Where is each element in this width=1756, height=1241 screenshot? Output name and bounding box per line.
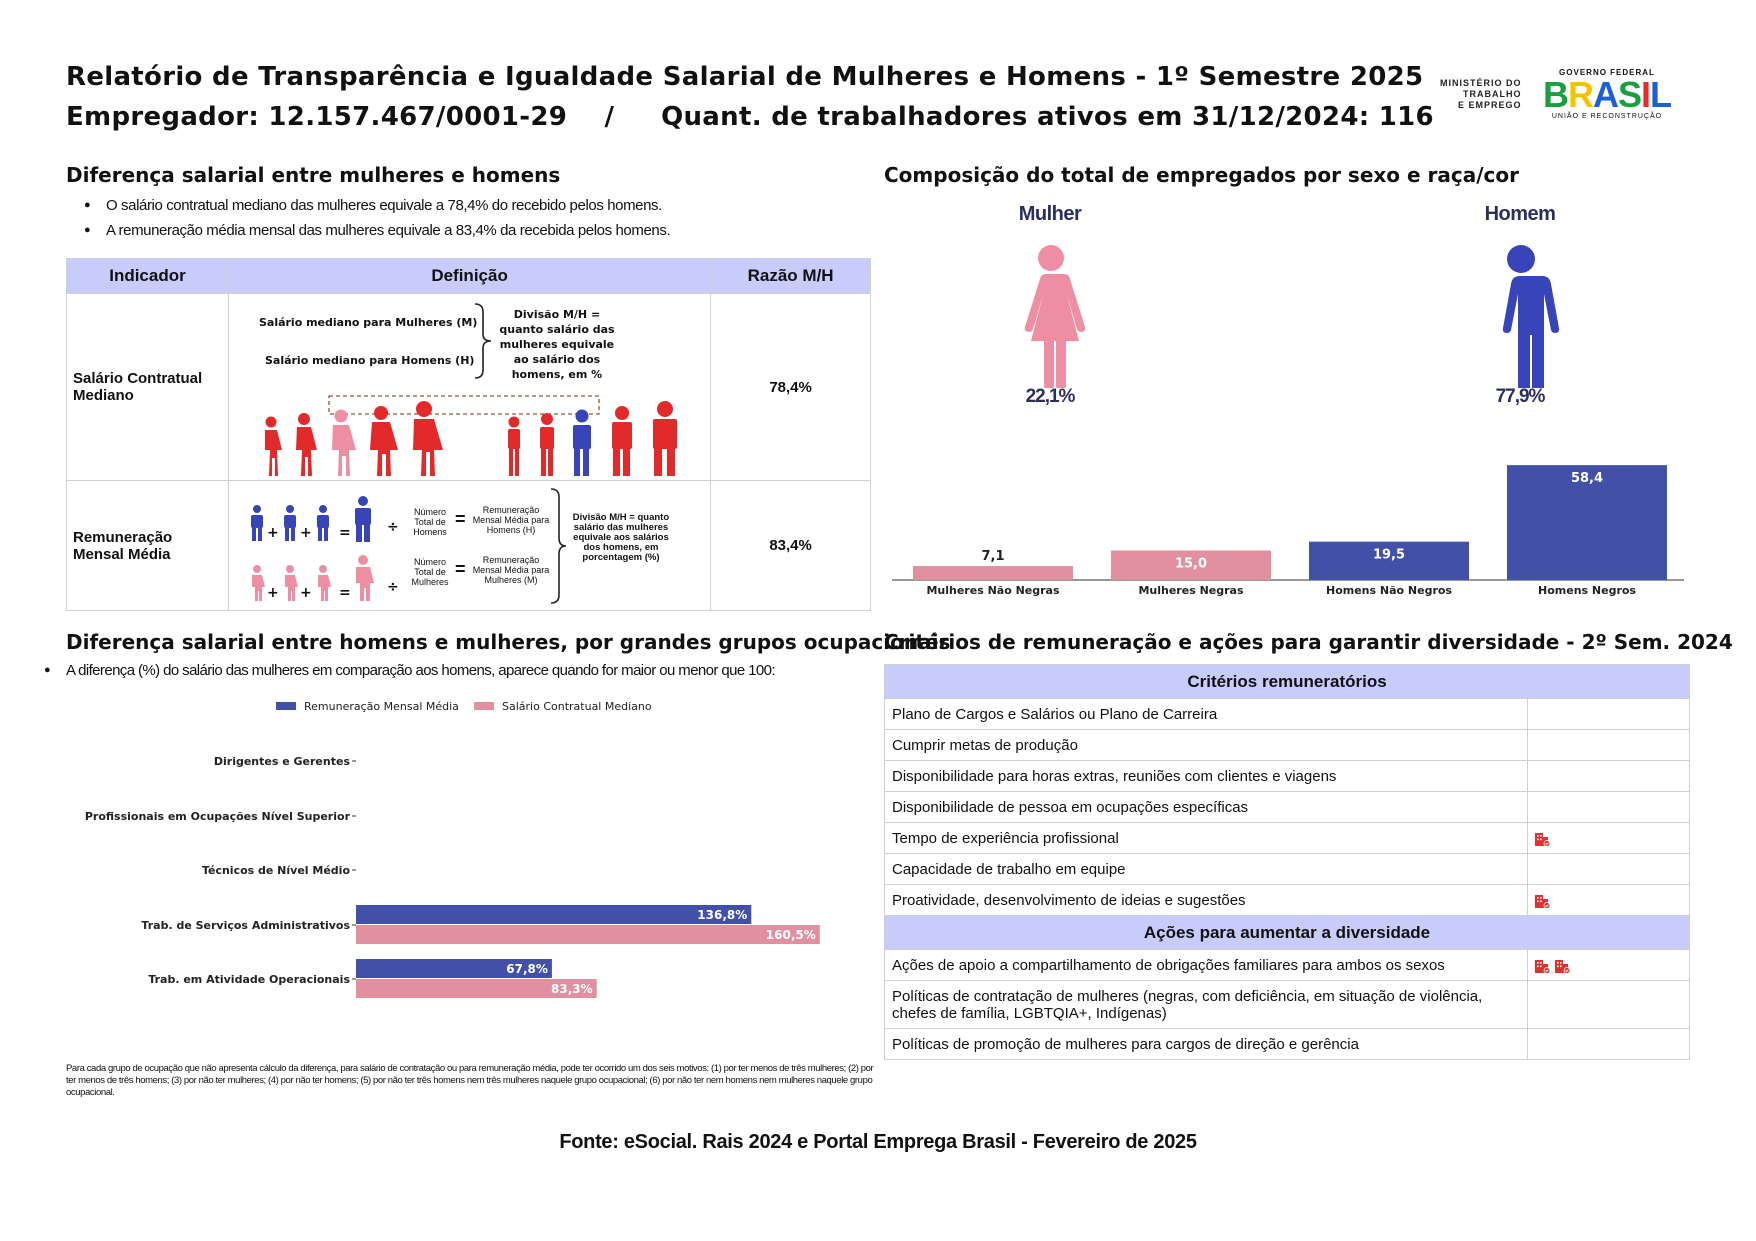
bar-1-3 (356, 925, 820, 944)
woman-figure-icon (1010, 244, 1092, 388)
criteria-label: Disponibilidade para horas extras, reuniões com clientes e viagens (885, 761, 1528, 792)
criteria-table (884, 664, 1690, 1060)
category-label: Trab. de Serviços Administrativos (141, 919, 350, 932)
category-label: Homens Negros (1538, 584, 1636, 597)
criteria-indicator-cell (1528, 885, 1690, 916)
ratio-value: 83,4% (711, 481, 871, 611)
svg-text:÷: ÷ (386, 519, 399, 535)
col-indicador: Indicador (67, 259, 229, 294)
category-label: Técnicos de Nível Médio (201, 864, 350, 877)
brasil-wordmark: BRASIL (1542, 74, 1672, 115)
men-percentage: 77,9% (1495, 386, 1545, 407)
indicator-label: Salário Contratual Mediano (67, 294, 229, 481)
men-label: Homem (1484, 203, 1556, 225)
bar-value-label: 19,5 (1372, 547, 1406, 563)
criteria-label: Proatividade, desenvolvimento de ideias e sugestões (885, 885, 1528, 916)
criteria-indicator-cell (1528, 1029, 1690, 1060)
criteria-row (885, 854, 1690, 885)
ratio-value: 78,4% (711, 294, 871, 481)
criteria-label: Políticas de contratação de mulheres (negras, com deficiência, em situação de violência, chefes de família, LGBTQIA+, Indígenas) (885, 981, 1528, 1029)
company-building-icon (1534, 958, 1550, 974)
company-building-icon (1534, 893, 1550, 909)
criteria-row (885, 981, 1690, 1029)
criteria-label: Capacidade de trabalho em equipe (885, 854, 1528, 885)
svg-text:÷: ÷ (386, 579, 399, 595)
criteria-row (885, 885, 1690, 916)
criteria-row (885, 950, 1690, 981)
table-row (67, 294, 871, 481)
criteria-title: Critérios de remuneração e ações para garantir diversidade - 2º Sem. 2024 (884, 630, 1733, 654)
svg-text:=: = (338, 525, 351, 541)
ministry-logo: MINISTÉRIO DO TRABALHO E EMPREGO (1440, 78, 1522, 110)
indicator-table (66, 258, 871, 611)
bar-value-label: 15,0 (1174, 556, 1208, 572)
table-row (67, 481, 871, 611)
svg-text:+: + (266, 585, 279, 601)
criteria-row (885, 823, 1690, 854)
criteria-row (885, 699, 1690, 730)
equals-sign: = (454, 509, 466, 529)
category-label: Trab. em Atividade Operacionais (148, 973, 350, 986)
women-label: Mulher (1018, 203, 1082, 225)
svg-text:+: + (299, 525, 312, 541)
bar-value-label: 136,8% (697, 908, 748, 922)
criteria-indicator-cell (1528, 950, 1690, 981)
svg-text:+: + (299, 585, 312, 601)
criteria-row (885, 792, 1690, 823)
legend-swatch (276, 702, 296, 710)
col-razao: Razão M/H (711, 259, 871, 294)
salary-diff-title: Diferença salarial entre mulheres e homens (66, 163, 561, 187)
company-building-icon (1554, 958, 1570, 974)
criteria-row (885, 761, 1690, 792)
criteria-label: Plano de Cargos e Salários ou Plano de Carreira (885, 699, 1528, 730)
bar-value-label: 160,5% (765, 928, 816, 942)
gov-brasil-logo: GOVERNO FEDERAL BRASIL UNIÃO E RECONSTRUÇÃO (1538, 68, 1676, 126)
indicator-table-header (67, 259, 871, 294)
criteria-label: Disponibilidade de pessoa em ocupações específicas (885, 792, 1528, 823)
occupational-subtitle: ● A diferença (%) do salário das mulheres em comparação aos homens, aparece quando for maior ou menor que 100: (66, 662, 775, 679)
criteria-header: Critérios remuneratórios (885, 665, 1690, 699)
svg-text:=: = (338, 585, 351, 601)
equals-sign: = (454, 559, 466, 579)
indicator-label: Remuneração Mensal Média (67, 481, 229, 611)
bullet-1: ● O salário contratual mediano das mulheres equivale a 78,4% do recebido pelos homens. (106, 197, 662, 214)
svg-text:+: + (266, 525, 279, 541)
people-average-illustration (247, 493, 407, 603)
women-percentage: 22,1% (1025, 386, 1075, 407)
criteria-indicator-cell (1528, 699, 1690, 730)
definition-cell: + + = + + = ÷ ÷ Número Total de Homens = Remuneração Mensal Média para Homens (H) Número Total de Mulheres = Remuneração Mensal Média para Mulheres (M) Divisão M/H = quanto salário das mulheres equivale aos salários dos homens, em porcentagem (%) (228, 481, 710, 611)
occupational-title: Diferença salarial entre homens e mulheres, por grandes grupos ocupacionais (66, 630, 951, 654)
category-label: Mulheres Não Negras (926, 584, 1060, 597)
criteria-row (885, 730, 1690, 761)
employer-line: Empregador: 12.157.467/0001-29 / Quant. de trabalhadores ativos em 31/12/2024: 116 (66, 102, 1434, 132)
criteria-indicator-cell (1528, 792, 1690, 823)
bar-value-label: 83,3% (551, 982, 593, 996)
criteria-label: Cumprir metas de produção (885, 730, 1528, 761)
bar-value-label: 67,8% (506, 962, 548, 976)
criteria-row (885, 1029, 1690, 1060)
legend-swatch (474, 702, 494, 710)
bar-0 (913, 566, 1073, 580)
bar-value-label: 58,4 (1570, 471, 1604, 487)
legend-label: Salário Contratual Mediano (502, 700, 652, 713)
race-composition-chart (884, 448, 1690, 608)
category-label: Dirigentes e Gerentes (213, 755, 350, 768)
people-median-illustration (229, 386, 712, 478)
diversity-actions-header: Ações para aumentar a diversidade (885, 916, 1690, 950)
occupational-chart (66, 694, 871, 1014)
curly-brace-icon (549, 487, 569, 605)
man-figure-icon (1480, 244, 1562, 388)
source-footer: Fonte: eSocial. Rais 2024 e Portal Emprega Brasil - Fevereiro de 2025 (559, 1131, 1197, 1153)
criteria-indicator-cell (1528, 981, 1690, 1029)
composition-title: Composição do total de empregados por sexo e raça/cor (884, 163, 1520, 187)
category-label: Homens Não Negros (1326, 584, 1452, 597)
criteria-indicator-cell (1528, 730, 1690, 761)
col-definicao: Definição (228, 259, 710, 294)
report-title: Relatório de Transparência e Igualdade Salarial de Mulheres e Homens - 1º Semestre 2025 (66, 62, 1424, 92)
criteria-indicator-cell (1528, 823, 1690, 854)
criteria-label: Tempo de experiência profissional (885, 823, 1528, 854)
category-label: Profissionais em Ocupações Nível Superior (84, 810, 350, 823)
definition-cell: Salário mediano para Mulheres (M) Salário mediano para Homens (H) Divisão M/H = quanto salário das mulheres equivale ao salário dos homens, em % (228, 294, 710, 481)
bar-0-3 (356, 905, 751, 924)
criteria-indicator-cell (1528, 761, 1690, 792)
company-building-icon (1534, 831, 1550, 847)
bullet-2: ● A remuneração média mensal das mulheres equivale a 83,4% da recebida pelos homens. (106, 222, 670, 239)
legend-label: Remuneração Mensal Média (304, 700, 459, 713)
category-label: Mulheres Negras (1138, 584, 1244, 597)
criteria-label: Políticas de promoção de mulheres para cargos de direção e gerência (885, 1029, 1528, 1060)
criteria-indicator-cell (1528, 854, 1690, 885)
curly-brace-icon (473, 302, 495, 380)
criteria-label: Ações de apoio a compartilhamento de obrigações familiares para ambos os sexos (885, 950, 1528, 981)
occupational-footnote: Para cada grupo de ocupação que não apresenta cálculo da diferença, para salário de contratação ou para remuneração média, pode ter ocorrido um dos seis motivos: (1) por ter menos de três mulheres; (2) por ter menos de três homens; (3) por não ter mulheres; (4) por não ter homens; (5) por não ter três homens nem três mulheres naquele grupo ocupacional; (6) por não ter nem homens nem mulheres naquele grupo ocupacional. (66, 1063, 874, 1098)
bar-value-label: 7,1 (981, 549, 1005, 565)
